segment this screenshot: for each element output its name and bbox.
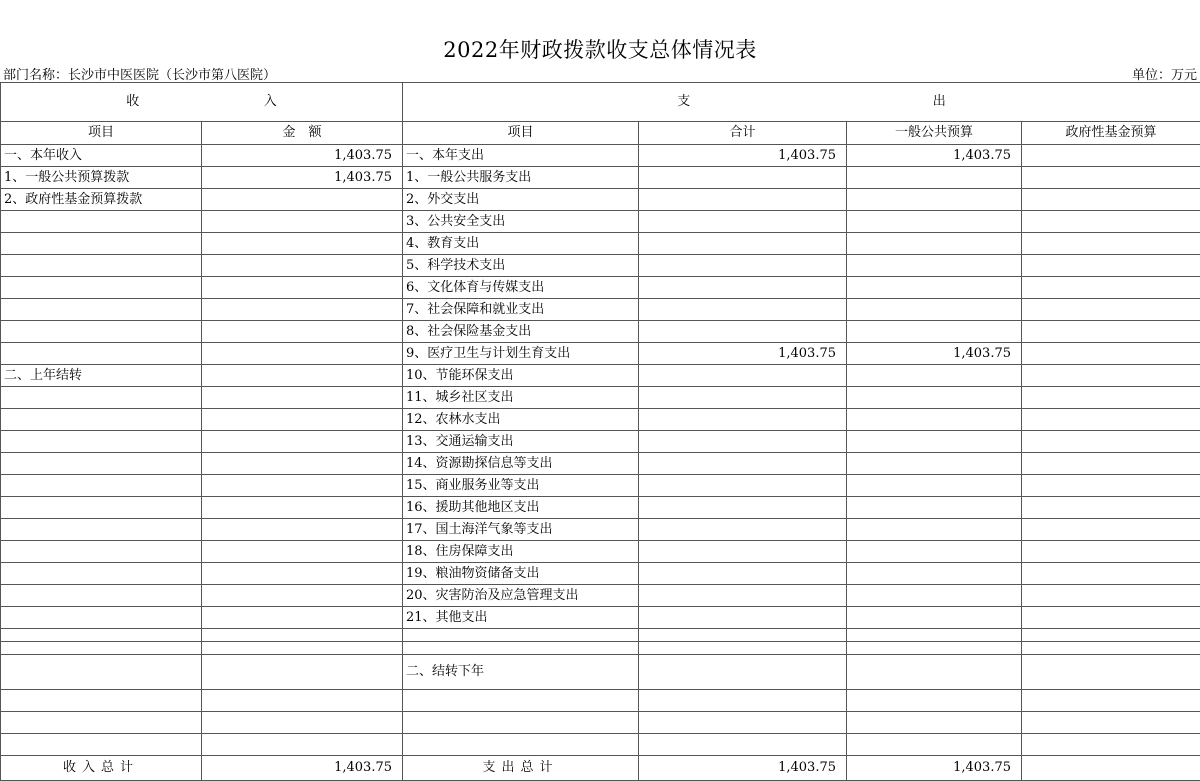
general-budget-cell [847,321,1022,343]
fund-budget-cell [1022,607,1200,629]
income-item-cell: 1、一般公共预算拨款 [1,167,202,189]
general-budget-total: 1,403.75 [847,756,1022,781]
general-budget-cell [847,453,1022,475]
expense-item-cell: 二、结转下年 [403,655,639,690]
general-budget-cell [847,655,1022,690]
general-budget-cell [847,712,1022,734]
general-budget-cell: 1,403.75 [847,343,1022,365]
general-budget-cell [847,277,1022,299]
fund-budget-cell [1022,255,1200,277]
column-header-row [1,122,1200,145]
table-row [1,712,1200,734]
table-row [1,409,1200,431]
income-amount-cell [202,277,403,299]
income-amount-cell [202,563,403,585]
general-budget-cell [847,409,1022,431]
table-row [1,690,1200,712]
income-amount-cell [202,299,403,321]
table-row [1,431,1200,453]
expense-item-cell: 14、资源勘探信息等支出 [403,453,639,475]
expense-header-left: 支 [677,92,690,112]
expense-total-cell [639,734,847,756]
fund-budget-cell [1022,189,1200,211]
table-row [1,189,1200,211]
income-item-cell: 2、政府性基金预算拨款 [1,189,202,211]
general-budget-cell [847,167,1022,189]
expense-item-cell [403,629,639,642]
income-item-cell [1,712,202,734]
col-header-expense-item: 项目 [403,122,639,145]
expense-total-cell [639,409,847,431]
col-header-amount: 金 额 [202,122,403,145]
expense-item-cell: 1、一般公共服务支出 [403,167,639,189]
table-row [1,343,1200,365]
income-item-cell [1,321,202,343]
table-row [1,453,1200,475]
expense-total-cell [639,519,847,541]
income-amount-cell: 1,403.75 [202,145,403,167]
general-budget-cell [847,690,1022,712]
income-item-cell [1,642,202,655]
table-row [1,655,1200,690]
expense-total-cell [639,189,847,211]
expense-item-cell: 16、援助其他地区支出 [403,497,639,519]
income-amount-cell [202,519,403,541]
expense-total-cell: 1,403.75 [639,145,847,167]
expense-item-cell: 一、本年支出 [403,145,639,167]
income-amount-cell [202,409,403,431]
general-budget-cell [847,642,1022,655]
fund-budget-cell [1022,343,1200,365]
income-item-cell [1,343,202,365]
table-row [1,321,1200,343]
income-item-cell: 一、本年收入 [1,145,202,167]
fund-budget-cell [1022,299,1200,321]
general-budget-cell [847,497,1022,519]
income-item-cell [1,277,202,299]
income-amount-cell [202,211,403,233]
expense-item-cell: 10、节能环保支出 [403,365,639,387]
income-item-cell [1,255,202,277]
income-amount-cell [202,655,403,690]
income-item-cell [1,690,202,712]
income-amount-cell [202,387,403,409]
table-row [1,475,1200,497]
income-amount-cell [202,189,403,211]
expense-item-cell: 11、城乡社区支出 [403,387,639,409]
fund-budget-cell [1022,655,1200,690]
table-row [1,233,1200,255]
expense-total-cell [639,607,847,629]
expense-item-cell: 8、社会保险基金支出 [403,321,639,343]
general-budget-cell [847,233,1022,255]
expense-total-label: 支出总计 [403,756,639,781]
expense-total-cell [639,387,847,409]
expense-item-cell: 21、其他支出 [403,607,639,629]
expense-total-cell [639,167,847,189]
income-amount-cell [202,255,403,277]
expense-total-cell [639,690,847,712]
table-row [1,167,1200,189]
fund-budget-cell [1022,387,1200,409]
expense-item-cell: 19、粮油物资储备支出 [403,563,639,585]
expense-item-cell [403,642,639,655]
table-row [1,277,1200,299]
table-row [1,519,1200,541]
expense-item-cell: 7、社会保障和就业支出 [403,299,639,321]
income-item-cell [1,475,202,497]
income-item-cell [1,607,202,629]
table-row [1,541,1200,563]
income-amount-cell [202,690,403,712]
expense-item-cell: 20、灾害防治及应急管理支出 [403,585,639,607]
expense-header-right: 出 [933,92,946,112]
income-item-cell [1,409,202,431]
fund-budget-cell [1022,690,1200,712]
fund-budget-cell [1022,519,1200,541]
fund-budget-cell [1022,497,1200,519]
fund-budget-cell [1022,233,1200,255]
expense-total-cell [639,475,847,497]
expense-item-cell [403,712,639,734]
expense-total-cell [639,277,847,299]
income-amount-cell [202,734,403,756]
expense-item-cell: 15、商业服务业等支出 [403,475,639,497]
general-budget-cell [847,387,1022,409]
expense-total-cell [639,431,847,453]
expense-total-cell [639,321,847,343]
expense-total-cell [639,299,847,321]
general-budget-cell [847,211,1022,233]
fund-budget-cell [1022,431,1200,453]
fund-budget-cell [1022,211,1200,233]
table-row [1,585,1200,607]
income-header-right: 入 [264,92,277,112]
expense-total-cell [639,541,847,563]
expense-item-cell: 18、住房保障支出 [403,541,639,563]
table-row [1,642,1200,655]
table-row [1,211,1200,233]
income-header-left: 收 [126,92,139,112]
income-item-cell [1,519,202,541]
fund-budget-cell [1022,642,1200,655]
income-amount-cell [202,607,403,629]
income-amount-cell [202,321,403,343]
table-row [1,387,1200,409]
table-row [1,734,1200,756]
income-item-cell [1,629,202,642]
expense-item-cell [403,734,639,756]
table-row [1,299,1200,321]
fund-budget-cell [1022,277,1200,299]
fund-budget-cell [1022,365,1200,387]
fund-budget-cell [1022,409,1200,431]
fund-budget-cell [1022,563,1200,585]
income-item-cell [1,431,202,453]
income-amount-cell [202,343,403,365]
table-row [1,255,1200,277]
expense-total-cell: 1,403.75 [639,343,847,365]
expense-item-cell: 13、交通运输支出 [403,431,639,453]
general-budget-cell [847,431,1022,453]
general-budget-cell [847,629,1022,642]
table-row [1,365,1200,387]
fund-budget-cell [1022,712,1200,734]
expense-total-cell [639,233,847,255]
expense-item-cell: 5、科学技术支出 [403,255,639,277]
income-item-cell [1,299,202,321]
fund-budget-cell [1022,475,1200,497]
department-name: 部门名称：长沙市中医医院（长沙市第八医院） [3,64,276,83]
expense-item-cell: 3、公共安全支出 [403,211,639,233]
income-item-cell [1,387,202,409]
table-row [1,607,1200,629]
fund-budget-cell [1022,167,1200,189]
general-budget-cell [847,365,1022,387]
expense-total-cell [639,585,847,607]
col-header-income-item: 项目 [1,122,202,145]
expense-total-cell [639,497,847,519]
income-section-header [1,83,403,122]
general-budget-cell [847,189,1022,211]
fiscal-summary-table [0,82,1200,781]
general-budget-cell [847,607,1022,629]
income-amount-cell [202,712,403,734]
general-budget-cell [847,541,1022,563]
general-budget-cell [847,585,1022,607]
expense-total-cell [639,655,847,690]
expense-total-cell [639,642,847,655]
meta-line [0,64,1200,82]
general-budget-cell [847,299,1022,321]
expense-item-cell: 17、国土海洋气象等支出 [403,519,639,541]
expense-item-cell: 6、文化体育与传媒支出 [403,277,639,299]
table-row [1,497,1200,519]
income-item-cell [1,563,202,585]
fund-budget-cell [1022,145,1200,167]
fund-budget-cell [1022,321,1200,343]
expense-item-cell: 2、外交支出 [403,189,639,211]
page-title: 2022年财政拨款收支总体情况表 [0,34,1200,64]
income-item-cell [1,211,202,233]
income-amount-cell [202,497,403,519]
table-row [1,629,1200,642]
unit-label: 单位：万元 [1132,64,1197,83]
general-budget-cell [847,519,1022,541]
general-budget-cell [847,563,1022,585]
section-header-row [1,83,1200,122]
fund-budget-cell [1022,734,1200,756]
income-amount-cell [202,541,403,563]
income-item-cell [1,734,202,756]
income-item-cell [1,585,202,607]
table-row [1,563,1200,585]
general-budget-cell: 1,403.75 [847,145,1022,167]
fund-budget-cell [1022,453,1200,475]
income-amount-cell [202,365,403,387]
expense-item-cell [403,690,639,712]
income-item-cell [1,655,202,690]
expense-total-cell [639,712,847,734]
expense-total-cell [639,563,847,585]
general-budget-cell [847,734,1022,756]
expense-total-amount: 1,403.75 [639,756,847,781]
col-header-fund-budget: 政府性基金预算 [1022,122,1200,145]
income-amount-cell [202,453,403,475]
table-row [1,145,1200,167]
expense-section-header [403,83,1200,122]
expense-total-cell [639,453,847,475]
income-item-cell [1,497,202,519]
income-amount-cell [202,431,403,453]
col-header-general-budget: 一般公共预算 [847,122,1022,145]
income-amount-cell [202,629,403,642]
income-item-cell [1,541,202,563]
income-total-label: 收入总计 [1,756,202,781]
general-budget-cell [847,255,1022,277]
income-amount-cell [202,475,403,497]
income-total-amount: 1,403.75 [202,756,403,781]
income-item-cell [1,233,202,255]
general-budget-cell [847,475,1022,497]
expense-item-cell: 4、教育支出 [403,233,639,255]
expense-item-cell: 12、农林水支出 [403,409,639,431]
expense-total-cell [639,365,847,387]
expense-total-cell [639,211,847,233]
expense-item-cell: 9、医疗卫生与计划生育支出 [403,343,639,365]
expense-total-cell [639,255,847,277]
income-amount-cell [202,233,403,255]
income-item-cell: 二、上年结转 [1,365,202,387]
income-amount-cell: 1,403.75 [202,167,403,189]
income-amount-cell [202,585,403,607]
fund-budget-cell [1022,585,1200,607]
fund-budget-cell [1022,541,1200,563]
income-item-cell [1,453,202,475]
income-amount-cell [202,642,403,655]
expense-total-cell [639,629,847,642]
col-header-total: 合计 [639,122,847,145]
fund-budget-cell [1022,629,1200,642]
